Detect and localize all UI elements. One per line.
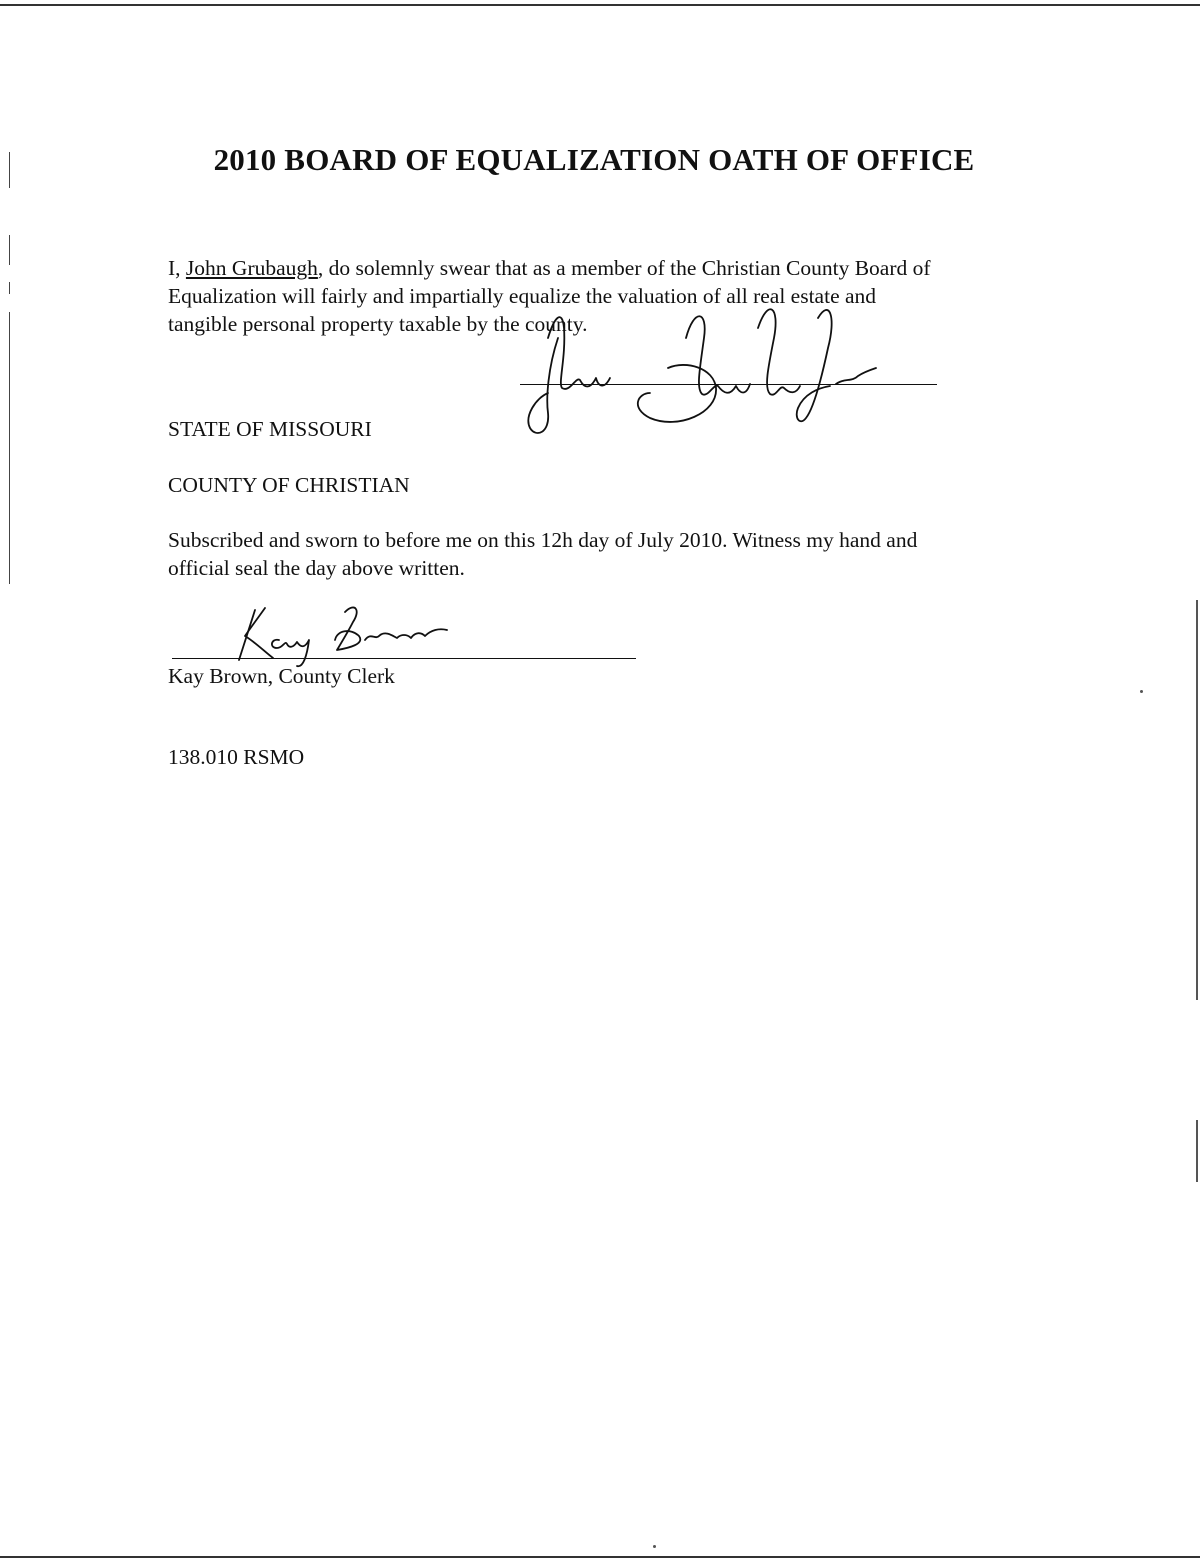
- oath-line-1-rest: , do solemnly swear that as a member of the Christian County Board of: [317, 256, 931, 280]
- subscribed-line-1: Subscribed and sworn to before me on this 12h day of July 2010. Witness my hand and: [168, 528, 918, 552]
- oath-prefix: I,: [168, 256, 186, 280]
- scan-mark-right: [1196, 600, 1198, 1000]
- scan-mark-left: [9, 312, 10, 584]
- member-signature: [518, 298, 878, 448]
- clerk-caption: Kay Brown, County Clerk: [168, 664, 395, 688]
- subscribed-line-2: official seal the day above written.: [168, 556, 465, 580]
- subscribed-paragraph: [168, 526, 1068, 582]
- scan-speck: [1140, 690, 1143, 693]
- scan-mark-right: [1196, 1120, 1198, 1182]
- state-line: STATE OF MISSOURI: [168, 417, 372, 441]
- page-title: 2010 BOARD OF EQUALIZATION OATH OF OFFICE: [213, 142, 975, 177]
- scan-mark-left: [9, 235, 10, 265]
- scan-mark-left: [9, 282, 10, 294]
- scan-edge-bottom: [0, 1556, 1200, 1558]
- county-line: COUNTY OF CHRISTIAN: [168, 473, 410, 497]
- member-name: John Grubaugh: [185, 256, 318, 280]
- clerk-signature-line: [172, 658, 636, 659]
- oath-line-1: [168, 254, 1068, 282]
- scan-speck: [653, 1545, 656, 1548]
- oath-line-3: tangible personal property taxable by the county.: [168, 312, 588, 336]
- statute-reference: 138.010 RSMO: [168, 745, 305, 769]
- scan-edge-top: [0, 4, 1200, 6]
- oath-line-2: Equalization will fairly and impartially equalize the valuation of all real estate and: [168, 284, 877, 308]
- clerk-signature: [225, 600, 485, 672]
